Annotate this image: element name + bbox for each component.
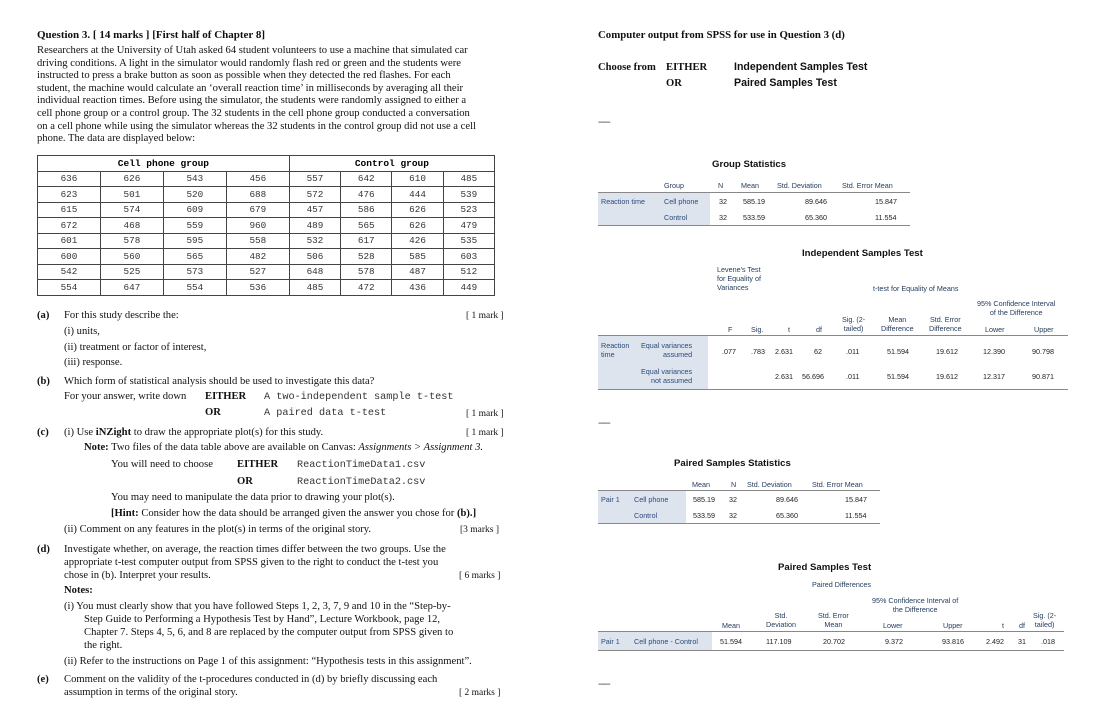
row-line: assumed — [662, 350, 693, 359]
ind-cell: 62 — [814, 347, 822, 356]
table-cell: 536 — [226, 280, 289, 296]
table-cell: 672 — [38, 218, 101, 234]
hint-bold: [Hint: — [111, 508, 139, 519]
table-row — [38, 249, 495, 265]
dash-separator: ----- — [598, 117, 610, 128]
table-cell: 543 — [163, 171, 226, 187]
table-cell: 554 — [38, 280, 101, 296]
table-cell: 436 — [392, 280, 443, 296]
table-cell: 482 — [226, 249, 289, 265]
gs-cell: 15.847 — [875, 197, 897, 206]
table-cell: 485 — [289, 280, 340, 296]
note-bold: Note: — [84, 442, 109, 453]
control-group-header: Control group — [289, 156, 494, 172]
question-intro — [37, 45, 502, 146]
col-line: tailed) — [1034, 620, 1055, 629]
table-cell: 573 — [163, 264, 226, 280]
paired-test-title: Paired Samples Test — [778, 562, 872, 573]
ind-cell: 90.798 — [1032, 347, 1054, 356]
gs-cell: 32 — [719, 197, 727, 206]
intro-line: instructed to press a brake button as soon as possible when they detected the red flashes. For each — [37, 70, 451, 82]
paired-stats-title: Paired Samples Statistics — [674, 458, 791, 469]
col-sig: Sig. — [751, 325, 764, 334]
col-line: Std. Error — [929, 315, 961, 324]
right-either: EITHER — [666, 62, 708, 73]
pt-cell: 117.109 — [766, 637, 792, 646]
col-line: Mean — [824, 620, 843, 629]
ind-cell: 12.390 — [983, 347, 1005, 356]
pt-cell: 51.594 — [720, 637, 742, 646]
intro-line: phone. The data are displayed below: — [37, 133, 196, 145]
gs-row-label: Reaction time — [601, 197, 645, 206]
table-cell: 585 — [392, 249, 443, 265]
gs-cell: 89.646 — [805, 197, 827, 206]
file-1: ReactionTimeData1.csv — [297, 460, 426, 471]
part-d-line: Investigate whether, on average, the reaction times differ between the two groups. Use the — [64, 544, 446, 555]
part-d-line: chose in (b). Interpret your results. — [64, 570, 211, 581]
pt-cell: 9.372 — [885, 637, 903, 646]
pt-cell: 2.492 — [986, 637, 1004, 646]
row-line: time — [601, 350, 615, 359]
part-e-line: assumption in terms of the original story. — [64, 687, 238, 698]
gs-header: Std. Deviation — [777, 181, 822, 190]
part-b-either: EITHER — [205, 391, 247, 402]
part-b-line2: For your answer, write down — [64, 391, 187, 402]
table-cell: 600 — [38, 249, 101, 265]
table-cell: 485 — [443, 171, 494, 187]
col-line: Sig. (2- — [1033, 611, 1057, 620]
hint-text: Consider how the data should be arranged given the answer you chose for — [138, 508, 457, 519]
levene-line: Levene's Test — [717, 265, 761, 274]
file-2: ReactionTimeData2.csv — [297, 477, 426, 488]
pt-pair: Pair 1 — [601, 637, 620, 646]
intro-line: driving conditions. A light in the simulator would randomly flash red or green and the students were — [37, 57, 461, 69]
pt-col-se — [818, 611, 849, 629]
divider — [598, 225, 910, 226]
data-table-body — [38, 171, 495, 295]
reaction-data-table — [37, 155, 495, 296]
part-b-mark: [ 1 mark ] — [466, 409, 504, 419]
table-cell: 560 — [100, 249, 163, 265]
ci-header — [977, 299, 1055, 317]
table-cell: 557 — [289, 171, 340, 187]
ps-header: Std. Error Mean — [812, 480, 863, 489]
pt-row-label: Cell phone - Control — [634, 637, 698, 646]
pt-col: Mean — [722, 621, 740, 630]
ps-cell: 15.847 — [845, 495, 867, 504]
table-cell: 636 — [38, 171, 101, 187]
table-row — [38, 187, 495, 203]
ind-cell: 19.612 — [936, 372, 958, 381]
intro-line: cell phone group or a control group. The 32 students in the cell phone group conducted a conversation — [37, 107, 470, 119]
table-cell: 578 — [341, 264, 392, 280]
table-cell: 528 — [341, 249, 392, 265]
part-c-ii: (ii) Comment on any features in the plot(s) in terms of the original story. — [64, 524, 372, 535]
table-cell: 578 — [100, 233, 163, 249]
ind-cell: .077 — [722, 347, 736, 356]
row-line: not assumed — [651, 376, 693, 385]
table-cell: 539 — [443, 187, 494, 203]
table-cell: 603 — [443, 249, 494, 265]
part-c-i-post: to draw the appropriate plot(s) for this study. — [131, 427, 324, 438]
cell-phone-group-header: Cell phone group — [38, 156, 290, 172]
col-upper: Upper — [1034, 325, 1054, 334]
gs-cell: 585.19 — [743, 197, 765, 206]
table-row — [38, 280, 495, 296]
test-option-2: Paired Samples Test — [734, 77, 837, 89]
ind-cell: .011 — [846, 347, 860, 356]
unequal-var-label — [641, 367, 692, 385]
col-line: Deviation — [766, 620, 796, 629]
col-f: F — [728, 325, 733, 334]
paired-diff-header: Paired Differences — [812, 580, 871, 589]
pt-col-sd — [766, 611, 796, 629]
ind-cell: 51.594 — [887, 372, 909, 381]
right-heading: Computer output from SPSS for use in Question 3 (d) — [598, 29, 845, 41]
note-text: Two files of the data table above are available on Canvas: — [108, 442, 359, 453]
dash-separator: ----- — [598, 679, 610, 690]
note-i-line: the right. — [84, 640, 123, 651]
row-line: Equal variances — [641, 367, 693, 376]
ci-line: 95% Confidence Interval — [977, 299, 1056, 308]
group-stats-title: Group Statistics — [712, 159, 787, 170]
notes-label: Notes: — [64, 585, 93, 596]
col-lower: Lower — [985, 325, 1005, 334]
part-c-i-pre: (i) Use — [64, 427, 96, 438]
part-c-label: (c) — [37, 427, 49, 438]
part-c-or: OR — [237, 476, 253, 487]
pt-cell: .018 — [1041, 637, 1055, 646]
table-cell: 468 — [100, 218, 163, 234]
ps-cell: 32 — [729, 495, 737, 504]
table-cell: 476 — [341, 187, 392, 203]
table-cell: 506 — [289, 249, 340, 265]
levene-header — [717, 265, 761, 292]
table-cell: 523 — [443, 202, 494, 218]
part-d-label: (d) — [37, 544, 50, 555]
table-cell: 457 — [289, 202, 340, 218]
part-b-option-2: A paired data t-test — [264, 408, 387, 419]
ps-header: Std. Deviation — [747, 480, 792, 489]
ps-cell: 533.59 — [693, 511, 715, 520]
table-cell: 565 — [163, 249, 226, 265]
table-cell: 642 — [341, 171, 392, 187]
part-a-mark: [ 1 mark ] — [466, 311, 504, 321]
table-cell: 449 — [443, 280, 494, 296]
col-df: df — [816, 325, 822, 334]
col-line: Difference — [881, 324, 914, 333]
ps-cell: 11.554 — [845, 511, 867, 520]
table-row — [38, 233, 495, 249]
pt-col-sig — [1033, 611, 1056, 629]
table-cell: 559 — [163, 218, 226, 234]
table-cell: 626 — [100, 171, 163, 187]
intro-line: student, the machine would calculate an ‘overall reaction time’ in milliseconds by averaging all their — [37, 82, 464, 94]
ci-line: of the Difference — [989, 308, 1043, 317]
col-line: Mean — [888, 315, 907, 324]
part-c-note — [84, 441, 483, 454]
row-line: Reaction — [601, 341, 630, 350]
table-cell: 960 — [226, 218, 289, 234]
part-b-label: (b) — [37, 376, 50, 387]
table-cell: 586 — [341, 202, 392, 218]
ps-cell: 65.360 — [776, 511, 798, 520]
gs-cell: 11.554 — [875, 213, 897, 222]
divider — [598, 650, 1064, 651]
gs-cell: 533.59 — [743, 213, 765, 222]
ind-cell: .011 — [846, 372, 860, 381]
part-c-either: EITHER — [237, 459, 279, 470]
pt-ci-header — [872, 596, 958, 614]
table-cell: 647 — [100, 280, 163, 296]
gs-header: Std. Error Mean — [842, 181, 893, 190]
table-cell: 426 — [392, 233, 443, 249]
intro-line: Researchers at the University of Utah asked 64 student volunteers to use a machine that simulated car — [37, 45, 468, 56]
table-cell: 626 — [392, 218, 443, 234]
levene-line: for Equality of — [717, 274, 761, 283]
dash-separator: ----- — [598, 418, 610, 429]
pt-col: df — [1019, 621, 1025, 630]
ind-test-title: Independent Samples Test — [802, 248, 923, 259]
part-c-ii-mark: [3 marks ] — [460, 525, 500, 535]
part-a-text: For this study describe the: — [64, 310, 179, 321]
note-i-line: Chapter 7. Steps 4, 5, 6, and 8 are replaced by the computer output from SPSS given to — [84, 627, 454, 638]
col-mean-diff — [881, 315, 914, 333]
pt-col: Upper — [943, 621, 963, 630]
pt-col: Lower — [883, 621, 903, 630]
ind-cell: 2.631 — [775, 372, 793, 381]
table-cell: 542 — [38, 264, 101, 280]
gs-cell: 65.360 — [805, 213, 827, 222]
col-se-diff — [929, 315, 962, 333]
table-cell: 489 — [289, 218, 340, 234]
ind-cell: 56.696 — [802, 372, 824, 381]
ind-cell: 12.317 — [983, 372, 1005, 381]
table-cell: 572 — [289, 187, 340, 203]
gs-header: Group — [664, 181, 684, 190]
table-cell: 532 — [289, 233, 340, 249]
table-row — [38, 171, 495, 187]
ps-cell: 32 — [729, 511, 737, 520]
note-i-line: Step Guide to Performing a Hypothesis Test by Hand”, Lecture Workbook, page 12, — [84, 614, 441, 625]
col-line: Sig. (2- — [842, 315, 866, 324]
part-c-i-bold: iNZight — [95, 427, 132, 438]
table-cell: 648 — [289, 264, 340, 280]
table-cell: 595 — [163, 233, 226, 249]
test-option-1: Independent Samples Test — [734, 61, 868, 73]
col-line: Difference — [929, 324, 962, 333]
ind-cell: .783 — [751, 347, 765, 356]
ci-line: the Difference — [892, 605, 938, 614]
col-sig2 — [842, 315, 865, 333]
ttest-header: t-test for Equality of Means — [873, 284, 959, 293]
ind-cell: 51.594 — [887, 347, 909, 356]
table-cell: 535 — [443, 233, 494, 249]
table-cell: 679 — [226, 202, 289, 218]
equal-var-label — [641, 341, 692, 359]
table-cell: 615 — [38, 202, 101, 218]
table-cell: 472 — [341, 280, 392, 296]
ind-cell: 19.612 — [936, 347, 958, 356]
question-title: Question 3. [ 14 marks ] [First half of Chapter 8] — [37, 29, 266, 41]
part-e-mark: [ 2 marks ] — [459, 688, 501, 698]
divider — [598, 523, 880, 524]
table-cell: 527 — [226, 264, 289, 280]
table-row — [38, 202, 495, 218]
part-e-label: (e) — [37, 674, 49, 685]
part-c-i-mark: [ 1 mark ] — [466, 428, 504, 438]
gs-cell: Control — [664, 213, 688, 222]
ps-cell: 89.646 — [776, 495, 798, 504]
part-c-i — [64, 426, 323, 439]
table-cell: 610 — [392, 171, 443, 187]
col-line: Std. Error — [818, 611, 849, 620]
ci-line: 95% Confidence Interval of — [872, 596, 959, 605]
table-cell: 617 — [341, 233, 392, 249]
col-line: Std. — [774, 611, 788, 620]
ps-header: Mean — [692, 480, 710, 489]
gs-header: Mean — [741, 181, 759, 190]
reaction-time-label — [601, 341, 629, 359]
table-cell: 501 — [100, 187, 163, 203]
pt-cell: 20.702 — [823, 637, 845, 646]
gs-header: N — [718, 181, 724, 190]
table-cell: 609 — [163, 202, 226, 218]
table-cell: 623 — [38, 187, 101, 203]
row-line: Equal variances — [641, 341, 693, 350]
gs-cell: 32 — [719, 213, 727, 222]
ps-cell: 585.19 — [693, 495, 715, 504]
table-cell: 444 — [392, 187, 443, 203]
table-cell: 479 — [443, 218, 494, 234]
table-cell: 601 — [38, 233, 101, 249]
ps-cell: Cell phone — [634, 495, 669, 504]
part-c-hint — [111, 507, 476, 520]
part-c-choose: You will need to choose — [111, 459, 213, 470]
part-b-option-1: A two-independent sample t-test — [264, 392, 454, 403]
divider — [598, 389, 1068, 390]
part-a-label: (a) — [37, 310, 50, 321]
ind-cell: 90.871 — [1032, 372, 1054, 381]
table-row — [38, 218, 495, 234]
note-italic: Assignments > Assignment 3. — [358, 442, 484, 453]
part-e-line: Comment on the validity of the t-procedures conducted in (d) by briefly discussing each — [64, 674, 438, 685]
ind-cell: 2.631 — [775, 347, 793, 356]
right-or: OR — [666, 78, 682, 89]
part-a-item: (ii) treatment or factor of interest, — [64, 342, 207, 353]
part-a-item: (i) units, — [64, 326, 100, 337]
ps-header: N — [731, 480, 737, 489]
part-b-text: Which form of statistical analysis should be used to investigate this data? — [64, 376, 375, 387]
intro-line: individual reaction times. Before using the simulator, the students were randomly assigned to either a — [37, 95, 467, 107]
table-cell: 558 — [226, 233, 289, 249]
col-line: tailed) — [843, 324, 864, 333]
table-cell: 554 — [163, 280, 226, 296]
table-cell: 525 — [100, 264, 163, 280]
gs-cell: Cell phone — [664, 197, 699, 206]
ps-cell: Control — [634, 511, 658, 520]
col-t: t — [788, 325, 790, 334]
table-cell: 456 — [226, 171, 289, 187]
part-a-item: (iii) response. — [64, 357, 123, 368]
ps-pair: Pair 1 — [601, 495, 620, 504]
part-d-line: appropriate t-test computer output from SPSS given to the right to conduct the t-test you — [64, 557, 439, 568]
part-c-manip: You may need to manipulate the data prior to drawing your plot(s). — [111, 492, 395, 503]
pt-cell: 31 — [1018, 637, 1026, 646]
table-cell: 512 — [443, 264, 494, 280]
table-cell: 688 — [226, 187, 289, 203]
intro-line: on a cell phone while using the simulator whereas the 32 students in the control group did not use a cell — [37, 120, 476, 132]
part-d-mark: [ 6 marks ] — [459, 571, 501, 581]
part-b-or: OR — [205, 407, 221, 418]
table-cell: 574 — [100, 202, 163, 218]
note-ii: (ii) Refer to the instructions on Page 1 of this assignment: “Hypothesis tests in this assignment”. — [64, 656, 472, 667]
choose-from: Choose from — [598, 62, 656, 73]
table-cell: 626 — [392, 202, 443, 218]
table-row — [38, 264, 495, 280]
pt-cell: 93.816 — [942, 637, 964, 646]
table-cell: 565 — [341, 218, 392, 234]
table-cell: 520 — [163, 187, 226, 203]
hint-end: (b).] — [456, 508, 477, 519]
table-cell: 487 — [392, 264, 443, 280]
pt-col: t — [1002, 621, 1004, 630]
note-i-line: (i) You must clearly show that you have followed Steps 1, 2, 3, 7, 9 and 10 in the “Step-by- — [64, 601, 451, 612]
levene-line: Variances — [717, 283, 749, 292]
